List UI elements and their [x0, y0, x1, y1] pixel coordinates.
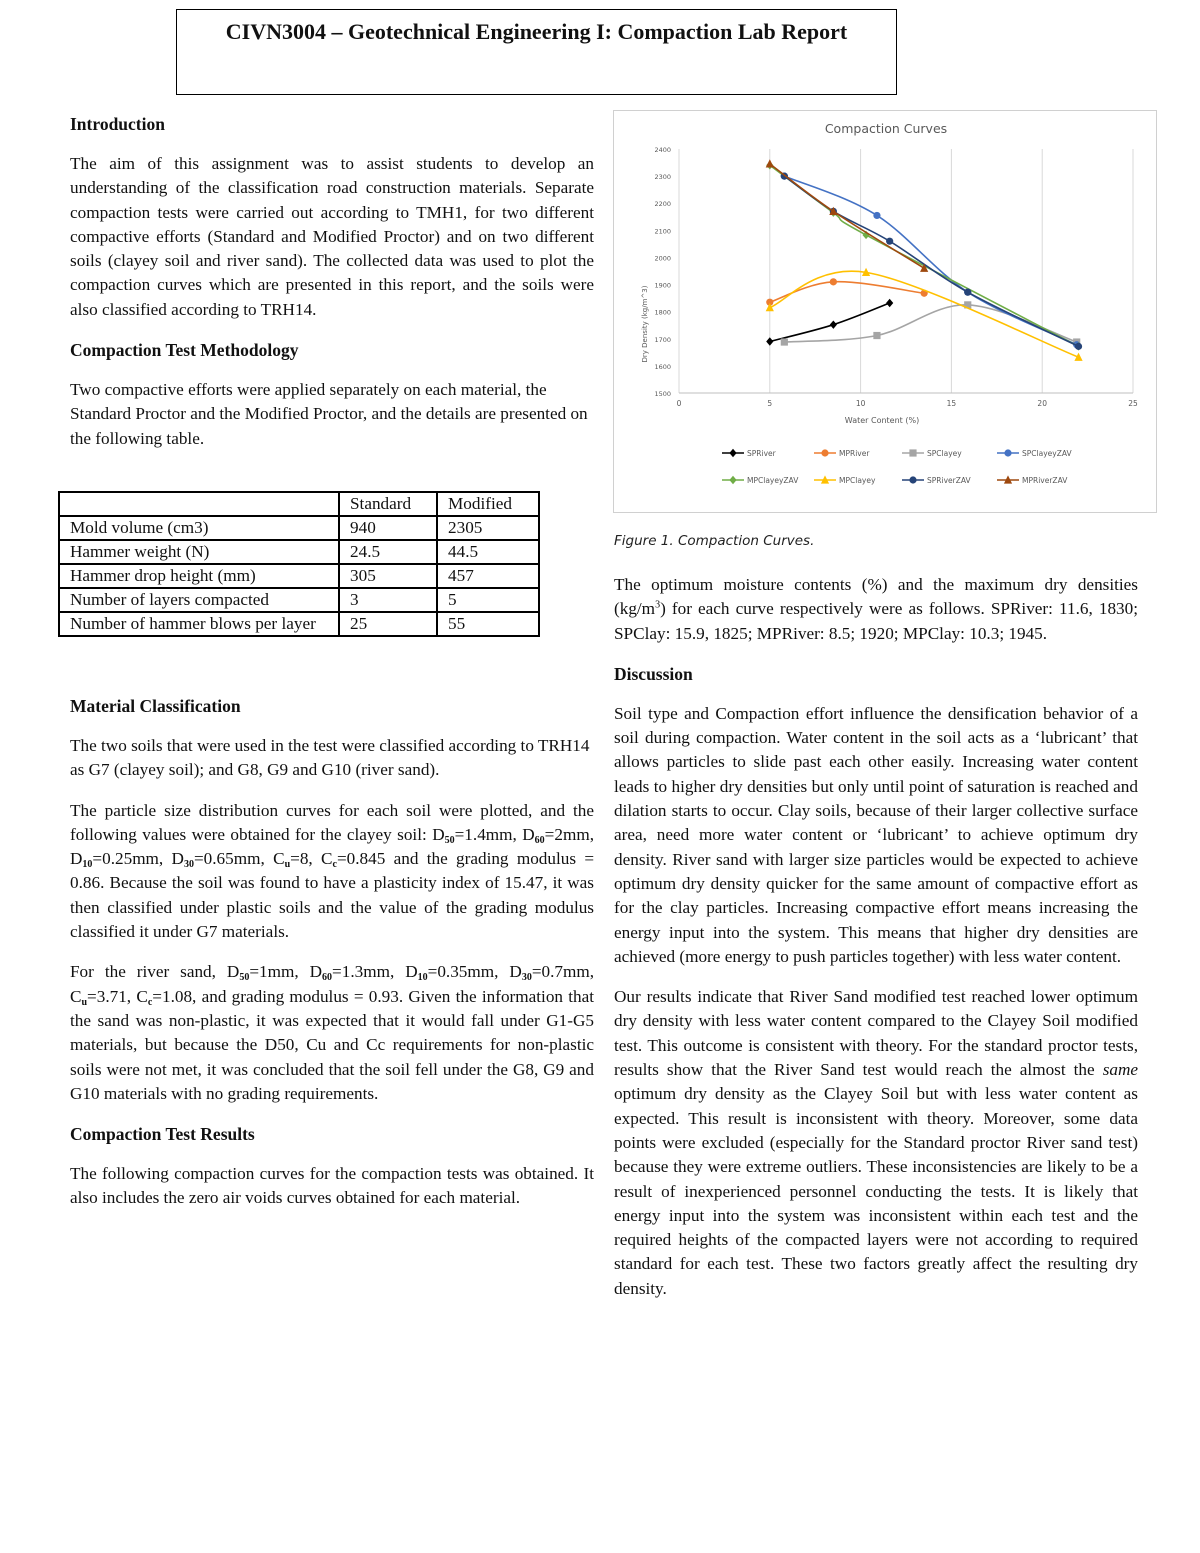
legend-label: SPClayeyZAV — [1022, 449, 1072, 458]
data-point — [873, 332, 880, 339]
legend-marker — [729, 449, 736, 457]
x-tick-label: 25 — [1128, 399, 1138, 408]
legend-marker — [909, 476, 916, 483]
legend-marker — [909, 449, 916, 456]
table-cell: Mold volume (cm3) — [59, 516, 339, 540]
compaction-chart-svg — [614, 111, 1158, 514]
table-cell: 44.5 — [437, 540, 539, 564]
series-spclayeyzav — [781, 173, 1081, 349]
table-cell: 5 — [437, 588, 539, 612]
y-tick-label: 2000 — [654, 254, 671, 263]
chart-legend — [722, 449, 1072, 485]
series-line-spclayeyzav — [784, 176, 1076, 345]
results-heading: Compaction Test Results — [70, 1124, 255, 1145]
table-row — [59, 564, 539, 588]
legend-label: MPClayeyZAV — [747, 476, 799, 485]
y-tick-label: 1500 — [654, 390, 671, 398]
series-mpriverzav — [766, 159, 929, 272]
data-point — [766, 337, 773, 345]
y-tick-label: 2300 — [654, 173, 671, 182]
legend-item — [902, 476, 972, 485]
legend-label: MPRiver — [839, 449, 870, 458]
table-cell: 2305 — [437, 516, 539, 540]
table-row — [59, 540, 539, 564]
legend-label: SPClayey — [927, 449, 962, 458]
data-point — [886, 299, 893, 307]
page-title: CIVN3004 – Geotechnical Engineering I: Compaction Lab Report — [225, 19, 848, 44]
x-tick-label: 20 — [1037, 399, 1047, 408]
chart-series — [766, 159, 1083, 361]
table-cell: 24.5 — [339, 540, 437, 564]
legend-label: SPRiver — [747, 449, 776, 458]
data-point — [766, 159, 774, 167]
legend-marker — [821, 449, 828, 456]
y-tick-label: 1600 — [654, 362, 671, 371]
x-tick-label: 0 — [676, 399, 682, 408]
proctor-parameters-table — [58, 491, 540, 637]
table-header-cell — [59, 492, 339, 516]
table-row — [59, 612, 539, 636]
table-cell: Number of hammer blows per layer — [59, 612, 339, 636]
data-point — [830, 278, 837, 285]
x-tick-label: 10 — [855, 399, 866, 408]
chart-title: Compaction Curves — [824, 121, 948, 136]
legend-item — [722, 449, 777, 458]
legend-item — [997, 449, 1072, 458]
y-axis-label: Dry Density (kg/m^3) — [641, 285, 649, 363]
y-tick-label: 2400 — [654, 146, 671, 154]
table-cell: Hammer drop height (mm) — [59, 564, 339, 588]
legend-marker — [729, 476, 736, 484]
data-point — [1075, 343, 1082, 350]
compaction-chart — [613, 110, 1157, 513]
data-point — [781, 338, 788, 345]
x-tick-label: 15 — [946, 399, 957, 408]
x-axis-label: Water Content (%) — [844, 416, 920, 425]
chart-axes-labels — [654, 146, 1138, 408]
figure-summary-paragraph: The optimum moisture contents (%) and the maximum dry densities $(kg/m^3)$ for each curve respectively were as follows. SPRiver: 11.6, 1830; SPClay: 15.9, 1825; MPRiver: 8.5; 1920; MPClay: 10.3; 1945. — [614, 575, 1138, 643]
table-cell: 305 — [339, 564, 437, 588]
discussion-heading: Discussion — [614, 663, 693, 684]
table-header-cell: Standard — [339, 492, 437, 516]
results-paragraph: The following compaction curves for the compaction tests was obtained. It also includes the zero air voids curves obtained for each material. — [70, 1164, 594, 1208]
discussion-paragraph-1: Soil type and Compaction effort influence the densification behavior of a soil during compaction. Water content in the soil acts as a ‘lubricant’ that allows particles to slide past each other easily. Increasing water content leads to higher dry densities but only until point of saturation is reached and dilation starts to occur. Clay soils, because of their larger collective surface area, need more water content or ‘lubricant’ to achieve optimum dry density. River sand with larger size particles would be expected to achieve optimum dry density quicker for the same amount of compactive effort as for the clay particles. Increasing compactive effort means increasing the energy input into the system. This means that higher dry densities are achieved (more energy to push particles together) with less water content. — [614, 703, 1138, 966]
intro-heading: Introduction — [70, 114, 165, 134]
right-column — [614, 573, 1138, 1317]
data-point — [964, 289, 971, 296]
table-header-cell: Modified — [437, 492, 539, 516]
table-cell: Number of layers compacted — [59, 588, 339, 612]
table-cell: 457 — [437, 564, 539, 588]
data-point — [873, 212, 880, 219]
table-cell: 940 — [339, 516, 437, 540]
method-heading: Compaction Test Methodology — [70, 340, 299, 361]
y-tick-label: 2100 — [654, 227, 671, 236]
y-tick-label: 2200 — [654, 200, 671, 209]
legend-label: SPRiverZAV — [927, 476, 971, 485]
table-row — [59, 588, 539, 612]
left-column-lower — [70, 694, 594, 1227]
table-cell: 55 — [437, 612, 539, 636]
legend-item — [814, 449, 870, 458]
y-tick-label: 1800 — [654, 308, 671, 317]
table-header-row — [59, 492, 539, 516]
series-mpclayey — [766, 268, 1083, 361]
data-point — [886, 238, 893, 245]
data-point — [830, 320, 837, 328]
table-row — [59, 516, 539, 540]
x-tick-label: 5 — [767, 399, 773, 408]
figure-caption: Figure 1. Compaction Curves. — [614, 533, 815, 549]
classification-heading: Material Classification — [70, 696, 241, 716]
method-paragraph: Two compactive efforts were applied separately on each material, the Standard Proctor and the Modified Proctor, and the details are presented on the following table. — [70, 380, 588, 448]
legend-marker — [1004, 449, 1011, 456]
legend-item — [997, 475, 1068, 485]
legend-label: MPClayey — [839, 476, 876, 485]
table-cell: 3 — [339, 588, 437, 612]
left-column — [70, 112, 594, 467]
series-line-spriverzav — [784, 176, 1078, 346]
table-cell: 25 — [339, 612, 437, 636]
classification-paragraph-1: The two soils that were used in the test were classified according to TRH14 as G7 (clayey soil); and G8, G9 and G10 (river sand). — [70, 736, 590, 780]
classification-paragraph-3: For the river sand, $D_{50}=1mm$, $D_{60}=1.3mm$, $D_{10}=0.35mm$, $D_{30}=0.7mm$, $C_u=3.71$, $C_c=1.08$, and grading modulus = 0.93. Given the information that the sand was non-plastic, it was expected that it would fall under G1-G5 materials, but because the D50, Cu and Cc requirements for non-plastic soils were not met, it was concluded that the soil fell under the G8, G9 and G10 materials with no grading requirements. — [70, 962, 595, 1103]
legend-item — [902, 449, 962, 458]
intro-paragraph: The aim of this assignment was to assist students to develop an understanding of the classification road construction materials. Separate compaction tests were carried out according to TMH1, for two different compactive efforts (Standard and Modified Proctor) and on two different soils (clayey soil and river sand). The collected data was used to plot the compaction curves which are presented in this report, and the soils were also classified according to TRH14. — [70, 154, 594, 319]
classification-paragraph-2: The particle size distribution curves for each soil were plotted, and the following values were obtained for the clayey soil: $D_{50}=1.4mm$, $D_{60}=2mm$, $D_{10}=0.25mm$, $D_{30}=0.65mm$, $C_u=8$, $C_c=0.845$ and the grading modulus = 0.86. Because the soil was found to have a plasticity index of 15.47, it was then classified under plastic soils and the value of the grading modulus classified it under G7 materials. — [70, 800, 595, 942]
legend-item — [814, 475, 876, 485]
discussion-paragraph-2: Our results indicate that River Sand modified test reached lower optimum dry density with less water content compared to the Clayey Soil modified test. This outcome is consistent with theory. For the standard proctor tests, results show that the River Sand test would reach the almost the same optimum dry density as the Clayey Soil but with less water content as expected. This result is inconsistent with theory. Moreover, some data points were excluded (especially for the Standard proctor River sand test) because they were extreme outliers. These inconsistencies are likely to be a result of inexperienced personnel conducting the tests. It is likely that energy input into the system was inconsistent within each test and the required heights of the compacted layers were not according to required standard for each test. These two factors greatly affect the resulting dry density. — [614, 987, 1139, 1298]
y-tick-label: 1900 — [654, 281, 671, 290]
chart-grid — [679, 149, 1133, 393]
table-cell: Hammer weight (N) — [59, 540, 339, 564]
legend-item — [722, 476, 799, 485]
title-box — [176, 9, 897, 95]
series-spriverzav — [781, 173, 1082, 350]
y-tick-label: 1700 — [654, 335, 671, 344]
legend-label: MPRiverZAV — [1022, 476, 1068, 485]
